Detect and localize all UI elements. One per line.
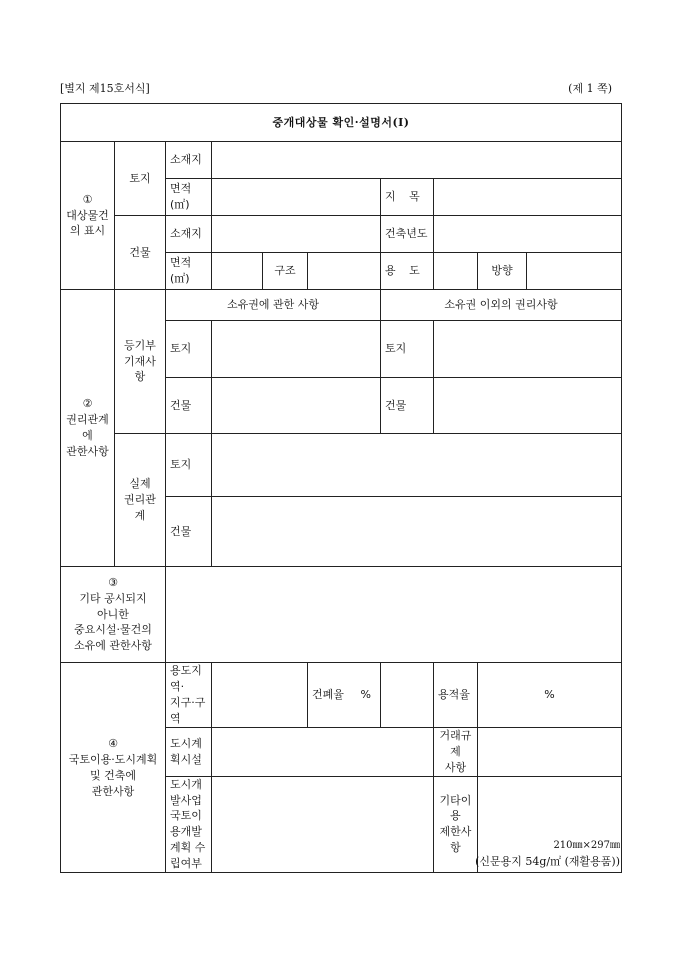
- s2-actual-label: 실제 권리관계: [115, 434, 166, 567]
- s1-building-label: 건물: [115, 216, 166, 290]
- s3-field[interactable]: [166, 567, 622, 663]
- s1-built-year-field[interactable]: [434, 216, 622, 253]
- s2-other-land-field[interactable]: [434, 321, 622, 378]
- s1-building-address-field[interactable]: [212, 216, 381, 253]
- s4-far-label: 용적율: [434, 663, 478, 728]
- section1-label: ① 대상물건 의 표시: [61, 142, 115, 290]
- form-number: [별지 제15호서식]: [60, 82, 150, 95]
- s1-building-area-field[interactable]: [212, 253, 263, 290]
- section2-label: ② 권리관계에 관한사항: [61, 290, 115, 567]
- s2-actual-building-label: 건물: [166, 497, 212, 567]
- s4-trade-label: 거래규제 사항: [434, 727, 478, 776]
- s4-facility-field[interactable]: [212, 727, 434, 776]
- s1-building-area-label: 면적 (㎡): [166, 253, 212, 290]
- s2-actual-building-field[interactable]: [212, 497, 622, 567]
- s1-built-year-label: 건축년도: [381, 216, 434, 253]
- page-number: (제 1 쪽): [568, 82, 612, 95]
- s4-far-percent: %: [478, 663, 622, 728]
- s1-building-address-label: 소재지: [166, 216, 212, 253]
- s4-limit-label: 기타이용 제한사항: [434, 776, 478, 873]
- s1-direction-field[interactable]: [527, 253, 622, 290]
- s1-land-address-field[interactable]: [212, 142, 622, 179]
- form-title: 중개대상물 확인·설명서(Ⅰ): [61, 104, 622, 142]
- s1-usage-label: 용 도: [381, 253, 434, 290]
- s4-zone-label: 용도지역· 지구·구역: [166, 663, 212, 728]
- s1-direction-label: 방향: [478, 253, 527, 290]
- s2-registry-building-label: 건물: [166, 378, 212, 434]
- section3-label: ③ 기타 공시되지 아니한 중요시설·물건의 소유에 관한사항: [61, 567, 166, 663]
- s1-jimok-field[interactable]: [434, 179, 622, 216]
- s1-land-address-label: 소재지: [166, 142, 212, 179]
- s2-ownership-building-field[interactable]: [212, 378, 381, 434]
- s2-other-building-field[interactable]: [434, 378, 622, 434]
- s4-coverage-field[interactable]: [381, 663, 434, 728]
- s1-land-label: 토지: [115, 142, 166, 216]
- s2-ownership-header: 소유권에 관한 사항: [166, 290, 381, 321]
- s4-facility-label: 도시계획시설: [166, 727, 212, 776]
- s4-plan-field[interactable]: [212, 776, 434, 873]
- s2-other-land-label: 토지: [381, 321, 434, 378]
- s2-ownership-land-field[interactable]: [212, 321, 381, 378]
- s1-jimok-label: 지 목: [381, 179, 434, 216]
- paper-size: 210㎜×297㎜: [553, 840, 620, 851]
- s2-actual-land-field[interactable]: [212, 434, 622, 497]
- section4-label: ④ 국토이용·도시계획 및 건축에 관한사항: [61, 663, 166, 873]
- s4-coverage-label: 건폐율 %: [308, 663, 381, 728]
- s2-registry-label: 등기부 기재사항: [115, 290, 166, 434]
- s1-usage-field[interactable]: [434, 253, 478, 290]
- s2-other-rights-header: 소유권 이외의 권리사항: [381, 290, 622, 321]
- s1-structure-field[interactable]: [308, 253, 381, 290]
- s1-land-area-label: 면적 (㎡): [166, 179, 212, 216]
- explanation-form: [60, 103, 622, 873]
- s2-registry-land-label: 토지: [166, 321, 212, 378]
- paper-type: (신문용지 54g/㎡ (재활용품)): [475, 855, 620, 868]
- s4-plan-label: 도시개발사업 국토이용개발 계획 수립여부: [166, 776, 212, 873]
- s2-actual-land-label: 토지: [166, 434, 212, 497]
- s1-land-area-field[interactable]: [212, 179, 381, 216]
- s2-other-building-label: 건물: [381, 378, 434, 434]
- s4-zone-field[interactable]: [212, 663, 308, 728]
- s1-structure-label: 구조: [263, 253, 308, 290]
- s4-trade-field[interactable]: [478, 727, 622, 776]
